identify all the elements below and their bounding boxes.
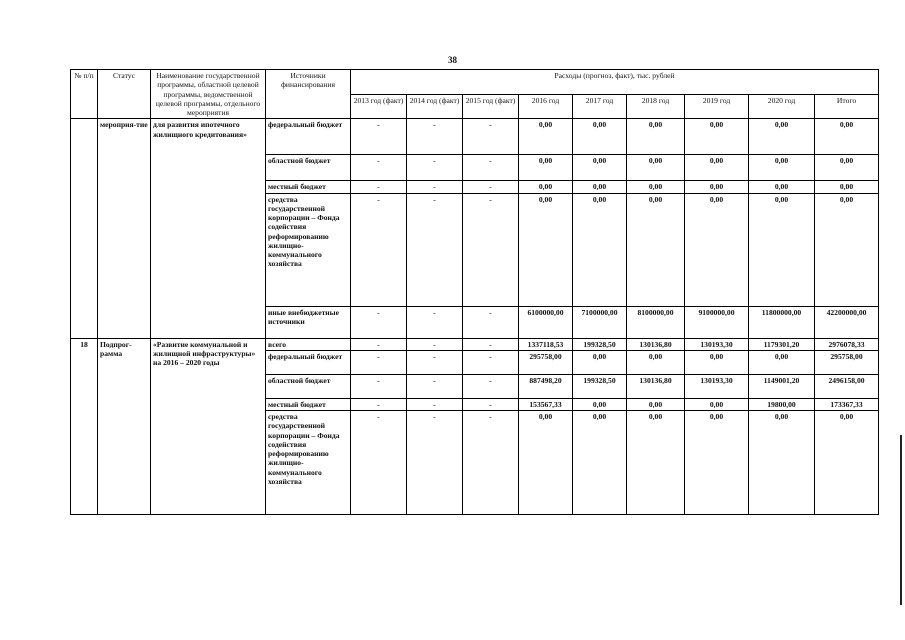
value-cell: 1149001,20 — [749, 374, 815, 398]
total-cell: 295758,00 — [815, 350, 879, 374]
header-total: Итого — [815, 94, 879, 119]
total-cell: 2976078,33 — [815, 338, 879, 350]
value-cell: - — [463, 193, 519, 306]
value-cell: 0,00 — [627, 350, 685, 374]
value-cell: - — [407, 181, 463, 193]
value-cell: - — [463, 306, 519, 338]
value-cell: 0,00 — [685, 155, 749, 181]
value-cell: 0,00 — [749, 350, 815, 374]
header-year: 2016 год — [519, 94, 573, 119]
total-cell: 42200000,00 — [815, 306, 879, 338]
page-number: 38 — [448, 55, 457, 65]
value-cell: 0,00 — [627, 193, 685, 306]
total-cell: 0,00 — [815, 181, 879, 193]
funding-source: федеральный бюджет — [266, 350, 351, 374]
value-cell: - — [351, 338, 407, 350]
value-cell: - — [351, 411, 407, 515]
value-cell: - — [407, 411, 463, 515]
value-cell: 0,00 — [627, 155, 685, 181]
value-cell: 7100000,00 — [573, 306, 627, 338]
value-cell: 0,00 — [685, 119, 749, 155]
value-cell: 0,00 — [519, 181, 573, 193]
header-status: Статус — [98, 70, 151, 119]
funding-source: местный бюджет — [266, 181, 351, 193]
row-num: 18 — [71, 338, 98, 515]
value-cell: 130193,30 — [685, 374, 749, 398]
funding-source: средства государственной корпорации – Фонда содействия реформированию жилищно-коммунального хозяйства — [266, 411, 351, 515]
value-cell: 0,00 — [519, 155, 573, 181]
value-cell: - — [351, 350, 407, 374]
value-cell: 295758,00 — [519, 350, 573, 374]
value-cell: 1337118,53 — [519, 338, 573, 350]
header-year: 2014 год (факт) — [407, 94, 463, 119]
funding-source: областной бюджет — [266, 374, 351, 398]
row-status: мероприя-тие — [98, 119, 151, 338]
value-cell: 0,00 — [573, 193, 627, 306]
funding-source: всего — [266, 338, 351, 350]
funding-source: федеральный бюджет — [266, 119, 351, 155]
value-cell: 0,00 — [749, 193, 815, 306]
value-cell: - — [463, 119, 519, 155]
budget-table — [70, 69, 879, 515]
value-cell: - — [407, 119, 463, 155]
header-sources: Источники финансирования — [266, 70, 351, 119]
value-cell: 0,00 — [749, 155, 815, 181]
value-cell: - — [463, 181, 519, 193]
header-expenses: Расходы (прогноз, факт), тыс. рублей — [351, 70, 879, 95]
value-cell: 887498,20 — [519, 374, 573, 398]
scan-edge-line — [900, 435, 902, 605]
value-cell: 130136,80 — [627, 374, 685, 398]
header-year: 2015 год (факт) — [463, 94, 519, 119]
header-year: 2020 год — [749, 94, 815, 119]
value-cell: 19800,00 — [749, 398, 815, 410]
value-cell: 130193,30 — [685, 338, 749, 350]
header-year: 2013 год (факт) — [351, 94, 407, 119]
value-cell: 0,00 — [627, 411, 685, 515]
value-cell: - — [407, 193, 463, 306]
header-name: Наименование государственной программы, областной целевой программы, ведомственной целевой программы, отдельного мероприятия — [151, 70, 266, 119]
value-cell: 0,00 — [519, 193, 573, 306]
value-cell: 0,00 — [685, 193, 749, 306]
value-cell: 0,00 — [627, 181, 685, 193]
value-cell: - — [463, 338, 519, 350]
value-cell: - — [351, 374, 407, 398]
value-cell: 0,00 — [573, 155, 627, 181]
value-cell: 0,00 — [685, 398, 749, 410]
value-cell: - — [407, 155, 463, 181]
funding-source: областной бюджет — [266, 155, 351, 181]
total-cell: 0,00 — [815, 155, 879, 181]
row-num — [71, 119, 98, 338]
value-cell: - — [407, 338, 463, 350]
value-cell: - — [351, 181, 407, 193]
value-cell: 0,00 — [749, 181, 815, 193]
funding-source: иные внебюджетные источники — [266, 306, 351, 338]
header-num: № п/п — [71, 70, 98, 119]
value-cell: - — [407, 306, 463, 338]
value-cell: - — [351, 398, 407, 410]
value-cell: - — [407, 374, 463, 398]
value-cell: - — [463, 350, 519, 374]
value-cell: - — [351, 193, 407, 306]
total-cell: 0,00 — [815, 193, 879, 306]
value-cell: 199328,50 — [573, 374, 627, 398]
value-cell: 9100000,00 — [685, 306, 749, 338]
row-status: Подпрог-рамма — [98, 338, 151, 515]
value-cell: 1179301,20 — [749, 338, 815, 350]
value-cell: - — [463, 374, 519, 398]
table-row — [71, 119, 879, 155]
row-name: для развития ипотечного жилищного кредитования» — [151, 119, 266, 338]
value-cell: 199328,50 — [573, 338, 627, 350]
table-row — [71, 338, 879, 350]
value-cell: 0,00 — [573, 411, 627, 515]
value-cell: 0,00 — [685, 181, 749, 193]
value-cell: 0,00 — [749, 119, 815, 155]
value-cell: 0,00 — [519, 119, 573, 155]
value-cell: - — [351, 119, 407, 155]
value-cell: 0,00 — [573, 350, 627, 374]
total-cell: 0,00 — [815, 119, 879, 155]
header-year: 2019 год — [685, 94, 749, 119]
value-cell: 0,00 — [573, 398, 627, 410]
value-cell: - — [463, 398, 519, 410]
header-row-1 — [71, 70, 879, 95]
total-cell: 173367,33 — [815, 398, 879, 410]
value-cell: 130136,80 — [627, 338, 685, 350]
funding-source: местный бюджет — [266, 398, 351, 410]
value-cell: 0,00 — [519, 411, 573, 515]
value-cell: - — [407, 350, 463, 374]
value-cell: 0,00 — [627, 119, 685, 155]
value-cell: 0,00 — [627, 398, 685, 410]
value-cell: 0,00 — [749, 411, 815, 515]
total-cell: 0,00 — [815, 411, 879, 515]
value-cell: 0,00 — [573, 181, 627, 193]
total-cell: 2496158,00 — [815, 374, 879, 398]
value-cell: - — [407, 398, 463, 410]
value-cell: 0,00 — [573, 119, 627, 155]
value-cell: 0,00 — [685, 350, 749, 374]
value-cell: - — [463, 411, 519, 515]
value-cell: 0,00 — [685, 411, 749, 515]
row-name: «Развитие коммунальной и жилищной инфраструктуры» на 2016 – 2020 годы — [151, 338, 266, 515]
value-cell: - — [351, 155, 407, 181]
funding-source: средства государственной корпорации – Фонда содействия реформированию жилищно-коммунального хозяйства — [266, 193, 351, 306]
value-cell: 11800000,00 — [749, 306, 815, 338]
header-year: 2017 год — [573, 94, 627, 119]
value-cell: 153567,33 — [519, 398, 573, 410]
value-cell: - — [351, 306, 407, 338]
value-cell: 6100000,00 — [519, 306, 573, 338]
value-cell: - — [463, 155, 519, 181]
header-year: 2018 год — [627, 94, 685, 119]
value-cell: 8100000,00 — [627, 306, 685, 338]
